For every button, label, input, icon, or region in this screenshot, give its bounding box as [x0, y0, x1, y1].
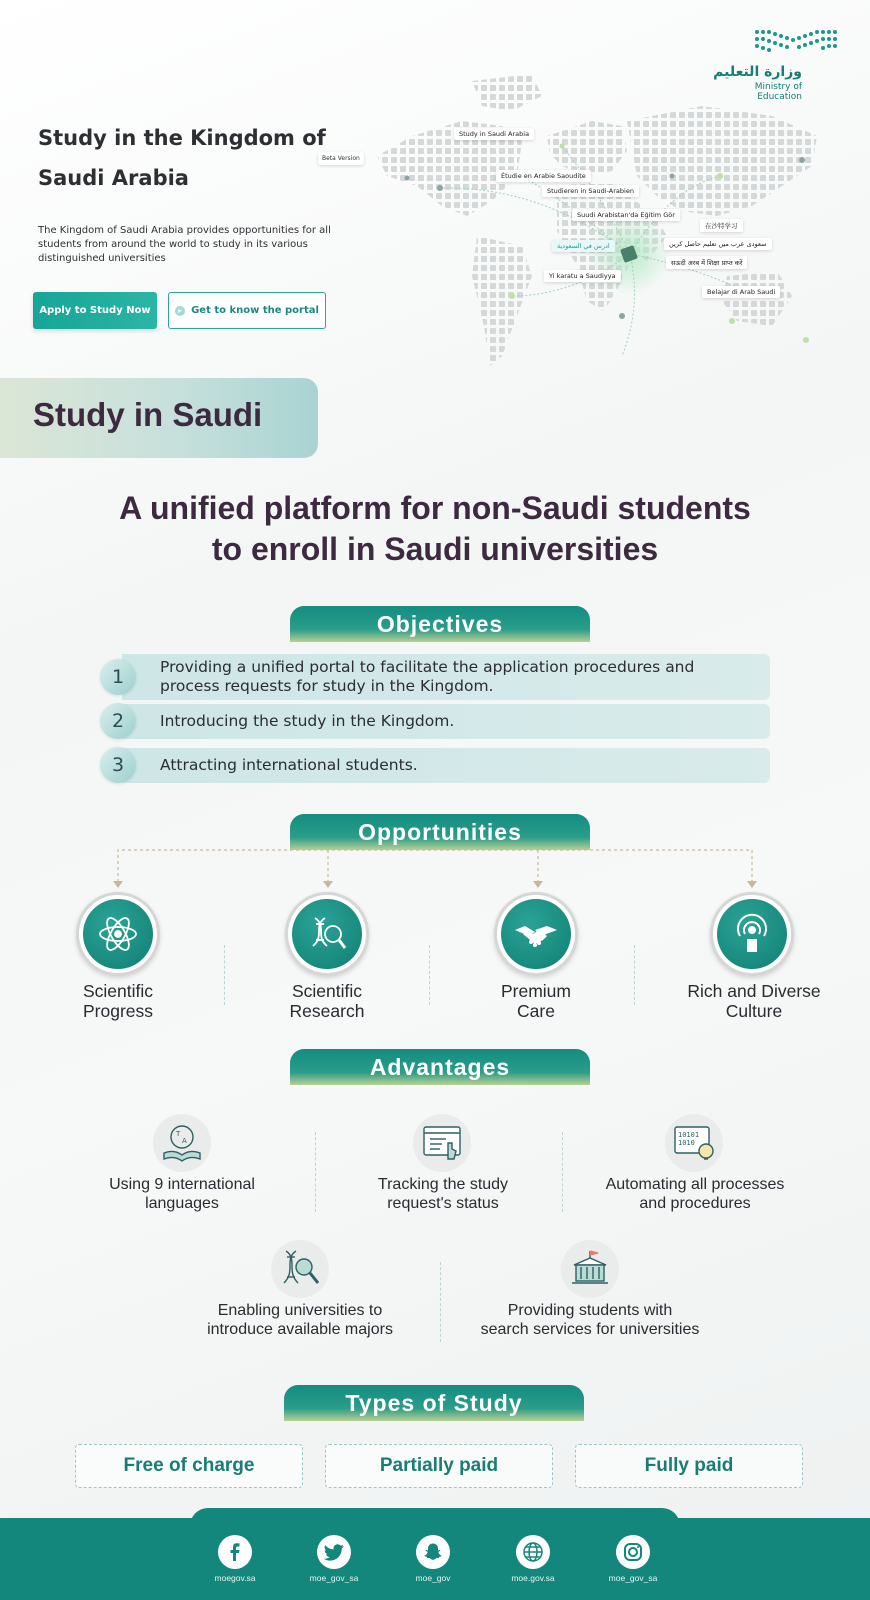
divider: [224, 945, 225, 1005]
opportunity-label: [38, 981, 198, 1021]
objective-item: [100, 703, 770, 739]
social-website[interactable]: [493, 1535, 573, 1583]
map-label: Belajar di Arab Saudi: [702, 286, 780, 298]
divider: [315, 1132, 316, 1212]
handshake-icon: [494, 892, 578, 976]
opportunity-label: [456, 981, 616, 1021]
type-partially-paid: Partially paid: [325, 1444, 553, 1488]
broadcast-person-icon: [710, 892, 794, 976]
objective-text: Attracting international students.: [122, 748, 770, 783]
objective-text: Introducing the study in the Kingdom.: [122, 704, 770, 739]
objective-item: [100, 747, 770, 783]
type-fully-paid: Fully paid: [575, 1444, 803, 1488]
binary-monitor-icon: [665, 1114, 723, 1172]
snapchat-icon: [416, 1535, 450, 1569]
advantage-label: [82, 1175, 282, 1213]
objective-item: [100, 654, 770, 700]
opportunity-label: [664, 981, 844, 1021]
advantage-label-line1: Automating all processes: [605, 1176, 785, 1193]
social-handle: moe_gov_sa: [309, 1573, 359, 1583]
opportunity-label-line2: Culture: [725, 1001, 783, 1021]
map-label: سعودی عرب میں تعلیم حاصل کریں: [664, 238, 772, 250]
university-icon: [561, 1240, 619, 1298]
twitter-icon: [317, 1535, 351, 1569]
atom-icon: [76, 892, 160, 976]
social-handle: moe_gov: [415, 1573, 451, 1583]
map-label: 在沙特学习: [700, 219, 743, 232]
know-portal-button-label: Get to know the portal: [191, 305, 319, 316]
svg-text:A: A: [182, 1137, 187, 1145]
social-instagram[interactable]: [593, 1535, 673, 1583]
opportunity-label-line1: Rich and Diverse: [687, 981, 821, 1001]
opportunity-label-line2: Progress: [82, 1001, 154, 1021]
divider: [634, 945, 635, 1005]
opportunity-label: [247, 981, 407, 1021]
opportunity-label-line2: Care: [517, 1001, 555, 1021]
dna-magnifier-icon: [285, 892, 369, 976]
map-label: ادرس في السعودية: [552, 240, 615, 252]
dna-search-icon: [271, 1240, 329, 1298]
svg-text:1010: 1010: [678, 1139, 695, 1147]
divider: [440, 1262, 441, 1342]
advantage-label: [343, 1175, 543, 1213]
apply-button[interactable]: [33, 292, 157, 329]
world-map-dots: [372, 66, 840, 376]
social-handle: moe.gov.sa: [511, 1573, 555, 1583]
objective-number: 1: [100, 659, 136, 695]
map-label: Yi karatu a Saudiyya: [544, 270, 621, 282]
instagram-icon: [616, 1535, 650, 1569]
map-label: Studieren in Saudi-Arabien: [542, 185, 639, 197]
advantage-label-line2: request's status: [387, 1195, 499, 1212]
type-free: Free of charge: [75, 1444, 303, 1488]
divider: [562, 1132, 563, 1212]
advantage-label: [585, 1175, 805, 1213]
opportunity-label-line1: Scientific: [82, 981, 154, 1001]
study-in-saudi-title: Study in Saudi: [33, 396, 263, 433]
hero-title-line1: Study in the Kingdom of: [38, 126, 326, 150]
advantage-label-line1: Tracking the study: [377, 1176, 509, 1193]
divider: [429, 945, 430, 1005]
types-header: Types of Study: [284, 1385, 584, 1421]
map-label: Étudie en Arabie Saoudite: [496, 170, 591, 182]
know-portal-button[interactable]: [168, 292, 326, 329]
beta-badge: Beta Version: [318, 152, 364, 165]
objective-number: 2: [100, 703, 136, 739]
advantage-label-line1: Providing students with: [507, 1302, 673, 1319]
svg-text:T: T: [176, 1130, 181, 1138]
social-facebook[interactable]: [195, 1535, 275, 1583]
advantage-label-line2: languages: [145, 1195, 219, 1212]
social-handle: moe_gov_sa: [608, 1573, 658, 1583]
svg-text:10101: 10101: [678, 1131, 700, 1139]
opportunities-header: Opportunities: [290, 814, 590, 850]
apply-button-label: Apply to Study Now: [39, 305, 151, 316]
advantage-label-line1: Enabling universities to: [217, 1302, 383, 1319]
map-label: सऊदी अरब में शिक्षा प्राप्त करें: [666, 256, 747, 269]
language-book-icon: [153, 1114, 211, 1172]
facebook-icon: [218, 1535, 252, 1569]
social-twitter[interactable]: [294, 1535, 374, 1583]
platform-heading-line1: A unified platform for non-Saudi students: [119, 490, 751, 526]
platform-heading-line2: to enroll in Saudi universities: [211, 531, 659, 567]
advantages-header: Advantages: [290, 1049, 590, 1085]
opportunities-connector-arrows: [110, 848, 760, 892]
map-label: Study in Saudi Arabia: [454, 128, 534, 140]
advantage-label-line2: introduce available majors: [207, 1321, 393, 1338]
ministry-logo-arabic: وزارة التعليم: [713, 64, 802, 80]
objective-text: Providing a unified portal to facilitate the application procedures and process requests for study in the Kingdom.: [122, 654, 770, 700]
globe-icon: [516, 1535, 550, 1569]
hero-title-line2: Saudi Arabia: [38, 166, 189, 190]
objectives-header: Objectives: [290, 606, 590, 642]
hero-description: The Kingdom of Saudi Arabia provides opportunities for all students from around the world to study in its various distinguished universities: [38, 225, 331, 264]
opportunity-label-line1: Premium: [500, 981, 571, 1001]
platform-heading: [60, 488, 810, 570]
play-icon: ▸: [175, 306, 185, 316]
social-snapchat[interactable]: [393, 1535, 473, 1583]
hero-title: [38, 118, 338, 198]
advantage-label: [165, 1301, 435, 1339]
advantage-label-line2: search services for universities: [480, 1321, 700, 1338]
advantage-label-line1: Using 9 international: [109, 1176, 255, 1193]
opportunity-label-line1: Scientific: [291, 981, 363, 1001]
tracking-screen-icon: [413, 1114, 471, 1172]
advantage-label-line2: and procedures: [639, 1195, 751, 1212]
opportunity-label-line2: Research: [289, 1001, 365, 1021]
social-handle: moegov.sa: [214, 1573, 256, 1583]
ministry-logo-dots: [754, 28, 840, 56]
map-label: Suudi Arabistan'da Eğitim Gör: [572, 209, 680, 221]
objective-number: 3: [100, 747, 136, 783]
world-map: [372, 66, 840, 376]
advantage-label: [455, 1301, 725, 1339]
ministry-logo-english: Ministry of Education: [754, 82, 802, 102]
